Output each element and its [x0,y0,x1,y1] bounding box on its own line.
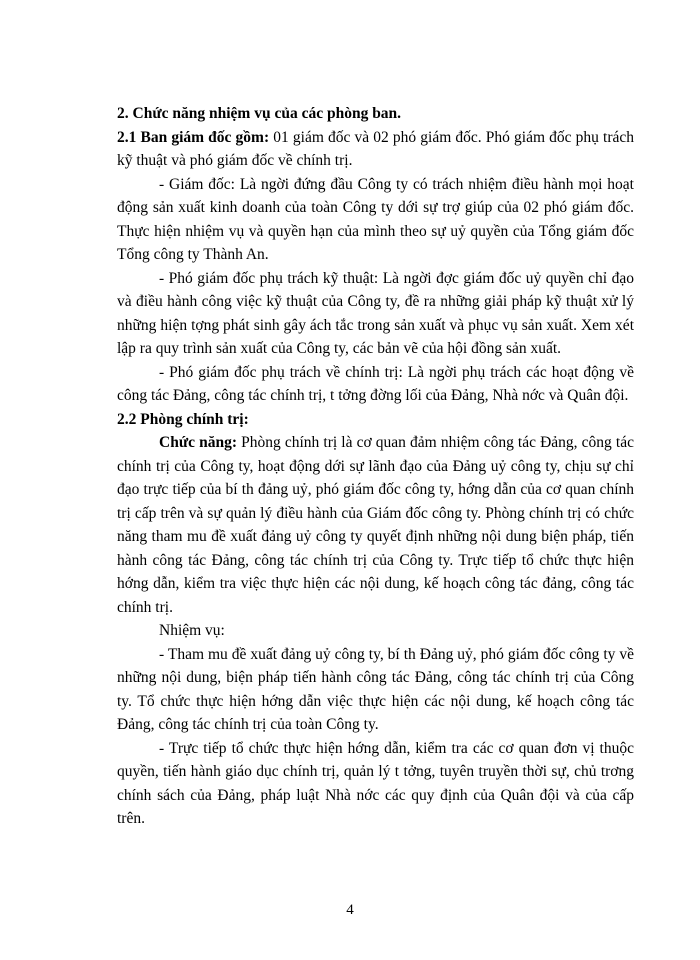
paragraph-chuc-nang [117,431,634,619]
chuc-nang-text: Phòng chính trị là cơ quan đảm nhiệm công tác Đảng, công tác chính trị của Công ty, hoạt động dới sự lãnh đạo của Đảng uỷ công ty, chịu sự chỉ đạo trực tiếp của bí th đảng uỷ, phó giám đốc công ty, hớng dẫn của cơ quan chính trị cấp trên và sự quản lý điều hành của Giám đốc công ty. Phòng chính trị có chức năng tham mu đề xuất đảng uỷ công ty quyết định những nội dung biện pháp, tiến hành công tác Đảng, công tác chính trị của Công ty. Trực tiếp tổ chức thực hiện hớng dẫn, kiểm tra việc thực hiện các nội dung, kế hoạch công tác đảng, công tác chính trị. [117,434,634,616]
sub-2-1-label: 2.1 Ban giám đốc gồm: [117,128,270,146]
sub-2-1-text: 01 giám đốc và 02 phó giám đốc. Phó giám đốc phụ trách kỹ thuật và phó giám đốc về chính trị. [117,128,635,169]
paragraph-giam-doc: - Giám đốc: Là ngời đứng đầu Công ty có trách nhiệm điều hành mọi hoạt động sản xuất kinh doanh của toàn Công ty dới sự trợ giúp của 02 phó giám đốc. Thực hiện nhiệm vụ và quyền hạn của mình theo sự uỷ quyền của Tổng giám đốc Tổng công ty Thành An. [117,175,634,263]
paragraph-pgd-chinh-tri: - Phó giám đốc phụ trách về chính trị: Là ngời phụ trách các hoạt động về công tác Đảng, công tác chính trị, t tởng đờng lối của Đảng, Nhà nớc và Quân đội. [117,363,634,404]
sub-2-1-paragraph [117,126,634,173]
paragraph-nhiem-vu-2: - Trực tiếp tổ chức thực hiện hớng dẫn, kiểm tra các cơ quan đơn vị thuộc quyền, tiến hành giáo dục chính trị, quản lý t tởng, tuyên truyền thời sự, chủ trơng chính sách của Đảng, pháp luật Nhà nớc các quy định của Quân đội và của cấp trên. [117,739,634,827]
paragraph-pgd-ky-thuat: - Phó giám đốc phụ trách kỹ thuật: Là ngời đợc giám đốc uỷ quyền chỉ đạo và điều hành công việc kỹ thuật của Công ty, đề ra những giải pháp kỹ thuật xử lý những hiện tợng phát sinh gây ách tắc trong sản xuất và phục vụ sản xuất. Xem xét lập ra quy trình sản xuất của Công ty, các bản vẽ của hội đồng sản xuất. [117,269,634,357]
section-title: 2. Chức năng nhiệm vụ của các phòng ban. [117,105,402,122]
document-body [117,102,634,831]
paragraph-nhiem-vu-1: - Tham mu đề xuất đảng uỷ công ty, bí th Đảng uỷ, phó giám đốc công ty về những nội dung, biện pháp tiến hành công tác Đảng, công tác chính trị của Công ty. Tổ chức thực hiện hớng dẫn việc thực hiện các nội dung, kế hoạch công tác Đảng, công tác chính trị của toàn Công ty. [117,645,634,733]
nhiem-vu-label: Nhiệm vụ: [159,622,225,639]
page-number: 4 [346,902,354,918]
chuc-nang-label: Chức năng: [159,434,238,451]
sub-2-2-heading: 2.2 Phòng chính trị: [117,410,249,428]
